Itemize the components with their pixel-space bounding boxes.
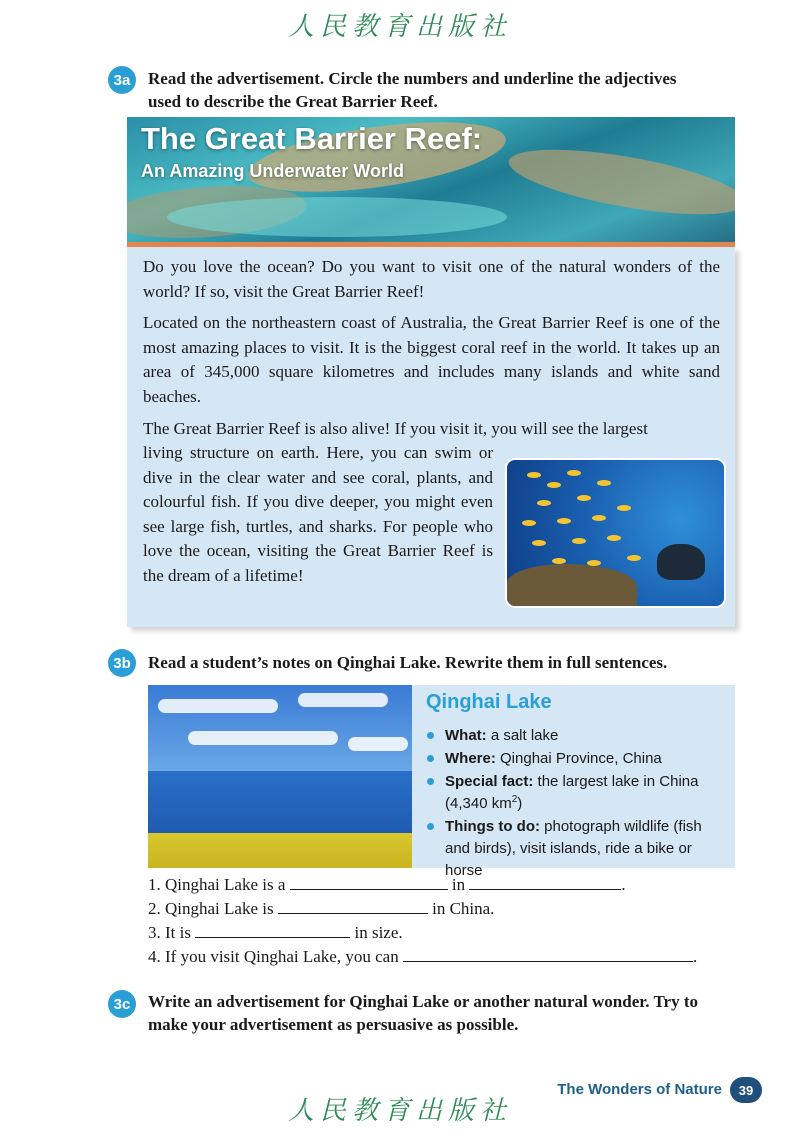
publisher-logo-bottom: 人民教育出版社 — [287, 1096, 512, 1126]
exercise-badge-3a: 3a — [108, 66, 136, 94]
exercise-line-3: 3. It is in size. — [148, 923, 403, 942]
answer-blank[interactable] — [278, 899, 428, 914]
instruction-3c-line1: Write an advertisement for Qinghai Lake or another natural wonder. Try to — [148, 992, 698, 1011]
publisher-logo-top: 人民教育出版社 — [287, 12, 512, 42]
instruction-3b: Read a student’s notes on Qinghai Lake. Rewrite them in full sentences. — [148, 653, 668, 672]
page-number: 39 — [730, 1077, 762, 1103]
unit-title: The Wonders of Nature — [557, 1081, 722, 1098]
exercise-badge-3c: 3c — [108, 990, 136, 1018]
notes-box — [412, 685, 735, 879]
instruction-3a — [148, 67, 748, 113]
banner-title: The Great Barrier Reef: — [141, 121, 483, 156]
note-item: Things to do: photograph wildlife (fish and birds), visit islands, ride a bike or horse — [424, 816, 729, 882]
answer-blank[interactable] — [469, 875, 621, 890]
answer-blank[interactable] — [195, 923, 350, 938]
ad-paragraph-2: Located on the northeastern coast of Australia, the Great Barrier Reef is one of the most amazing places to visit. It is the biggest coral reef in the world. It takes up an area of 345,000 square kilometres and includes many islands and white sand beaches. — [143, 313, 720, 406]
exercise-line-1: 1. Qinghai Lake is a in . — [148, 875, 626, 894]
note-item: What: a salt lake — [424, 725, 729, 747]
ad-paragraph-3-wrapped: living structure on earth. Here, you can swim or dive in the clear water and see coral, plants, and colourful fish. If you dive deeper, you might even see large fish, turtles, and sharks. For people who love the ocean, visiting the Great Barrier Reef is the dream of a lifetime! — [143, 443, 493, 585]
instruction-3a-line2: used to describe the Great Barrier Reef. — [148, 92, 438, 111]
fish-school-photo — [505, 458, 726, 608]
reef-banner-image — [127, 117, 735, 243]
notes-list — [424, 725, 729, 883]
instruction-3c-line2: make your advertisement as persuasive as possible. — [148, 1015, 519, 1034]
banner-subtitle: An Amazing Underwater World — [141, 161, 405, 181]
ad-paragraph-3-line1: The Great Barrier Reef is also alive! If you visit it, you will see the largest — [143, 419, 648, 438]
diver-figure — [657, 544, 705, 580]
exercise-line-2: 2. Qinghai Lake is in China. — [148, 899, 495, 918]
answer-blank[interactable] — [290, 875, 448, 890]
notes-title: Qinghai Lake — [426, 691, 552, 713]
ad-paragraph-1: Do you love the ocean? Do you want to visit one of the natural wonders of the world? If so, visit the Great Barrier Reef! — [143, 257, 720, 301]
exercise-badge-3b: 3b — [108, 649, 136, 677]
note-item: Special fact: the largest lake in China (4,340 $km^2$) — [424, 771, 729, 815]
note-item: Where: Qinghai Province, China — [424, 748, 729, 770]
exercise-line-4: 4. If you visit Qinghai Lake, you can . — [148, 947, 698, 966]
instruction-3a-line1: Read the advertisement. Circle the numbers and underline the adjectives — [148, 69, 677, 88]
qinghai-lake-photo — [148, 685, 412, 868]
answer-blank[interactable] — [403, 947, 693, 962]
instruction-3c — [148, 990, 748, 1036]
